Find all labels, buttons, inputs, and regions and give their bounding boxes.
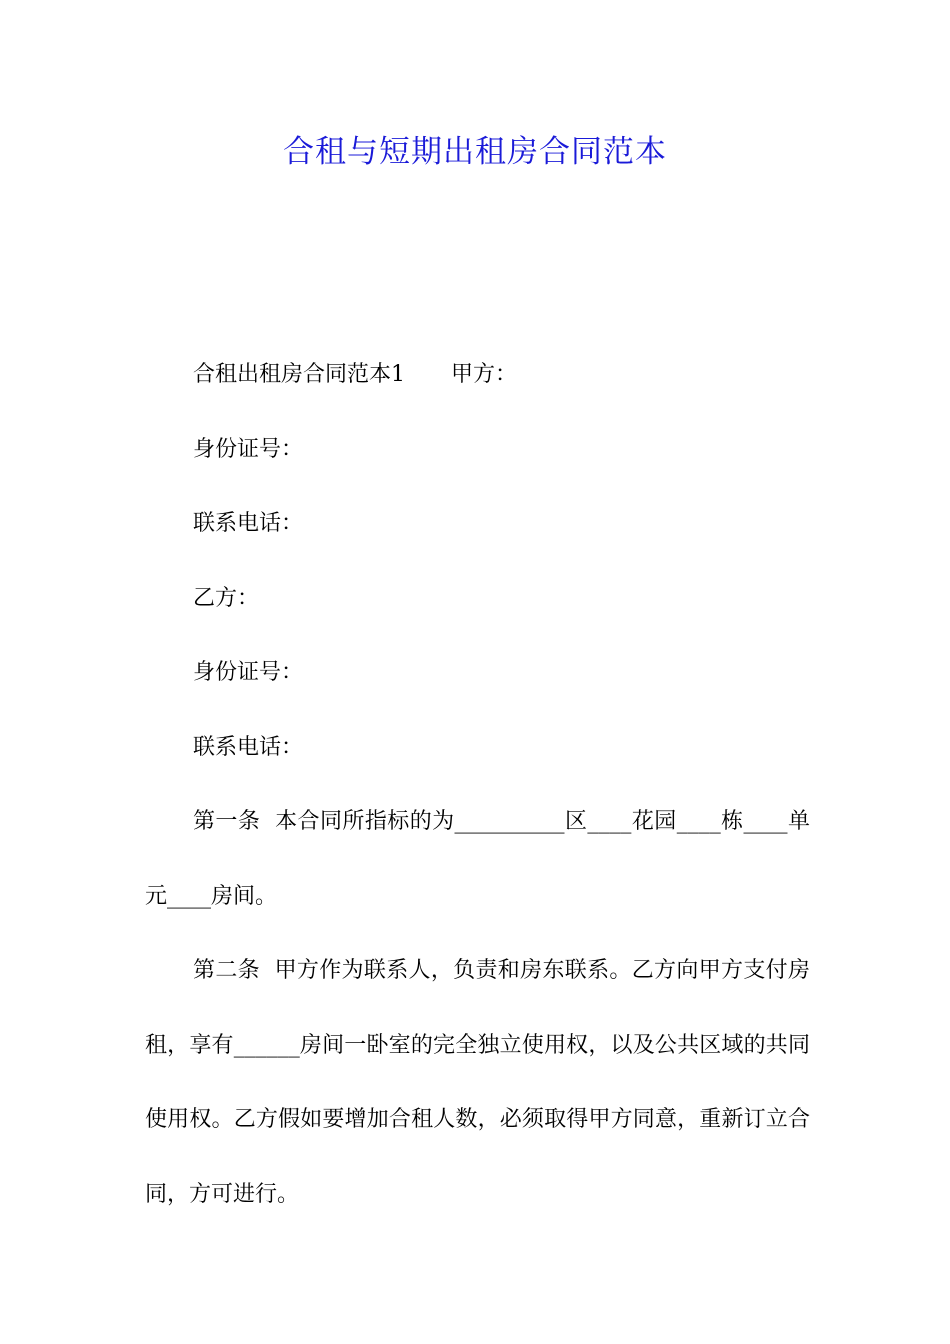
party-a-phone: 联系电话： — [193, 511, 304, 536]
party-b-id-number: 身份证号： — [193, 660, 304, 685]
article-2: 第二条 甲方作为联系人，负责和房东联系。乙方向甲方支付房租，享有______房间一卧室的完全独立使用权，以及公共区域的共同使用权。乙方假如要增加合租人数，必须取得甲方同意，重新订立合同，方可进行。 — [145, 958, 810, 1207]
party-b-phone: 联系电话： — [193, 734, 304, 760]
document-body — [145, 338, 810, 1232]
article-1: 第一条 本合同所指标的为__________区____花园____栋____单元____房间。 — [145, 809, 810, 909]
party-b-label: 乙方： — [193, 585, 260, 611]
document-title: 合租与短期出租房合同范本 — [283, 134, 667, 170]
contract-heading-line — [145, 338, 810, 413]
party-a-label: 甲方： — [451, 362, 518, 387]
contract-subtitle: 合租出租房合同范本1 — [193, 362, 405, 387]
party-a-id-number: 身份证号： — [193, 436, 304, 462]
